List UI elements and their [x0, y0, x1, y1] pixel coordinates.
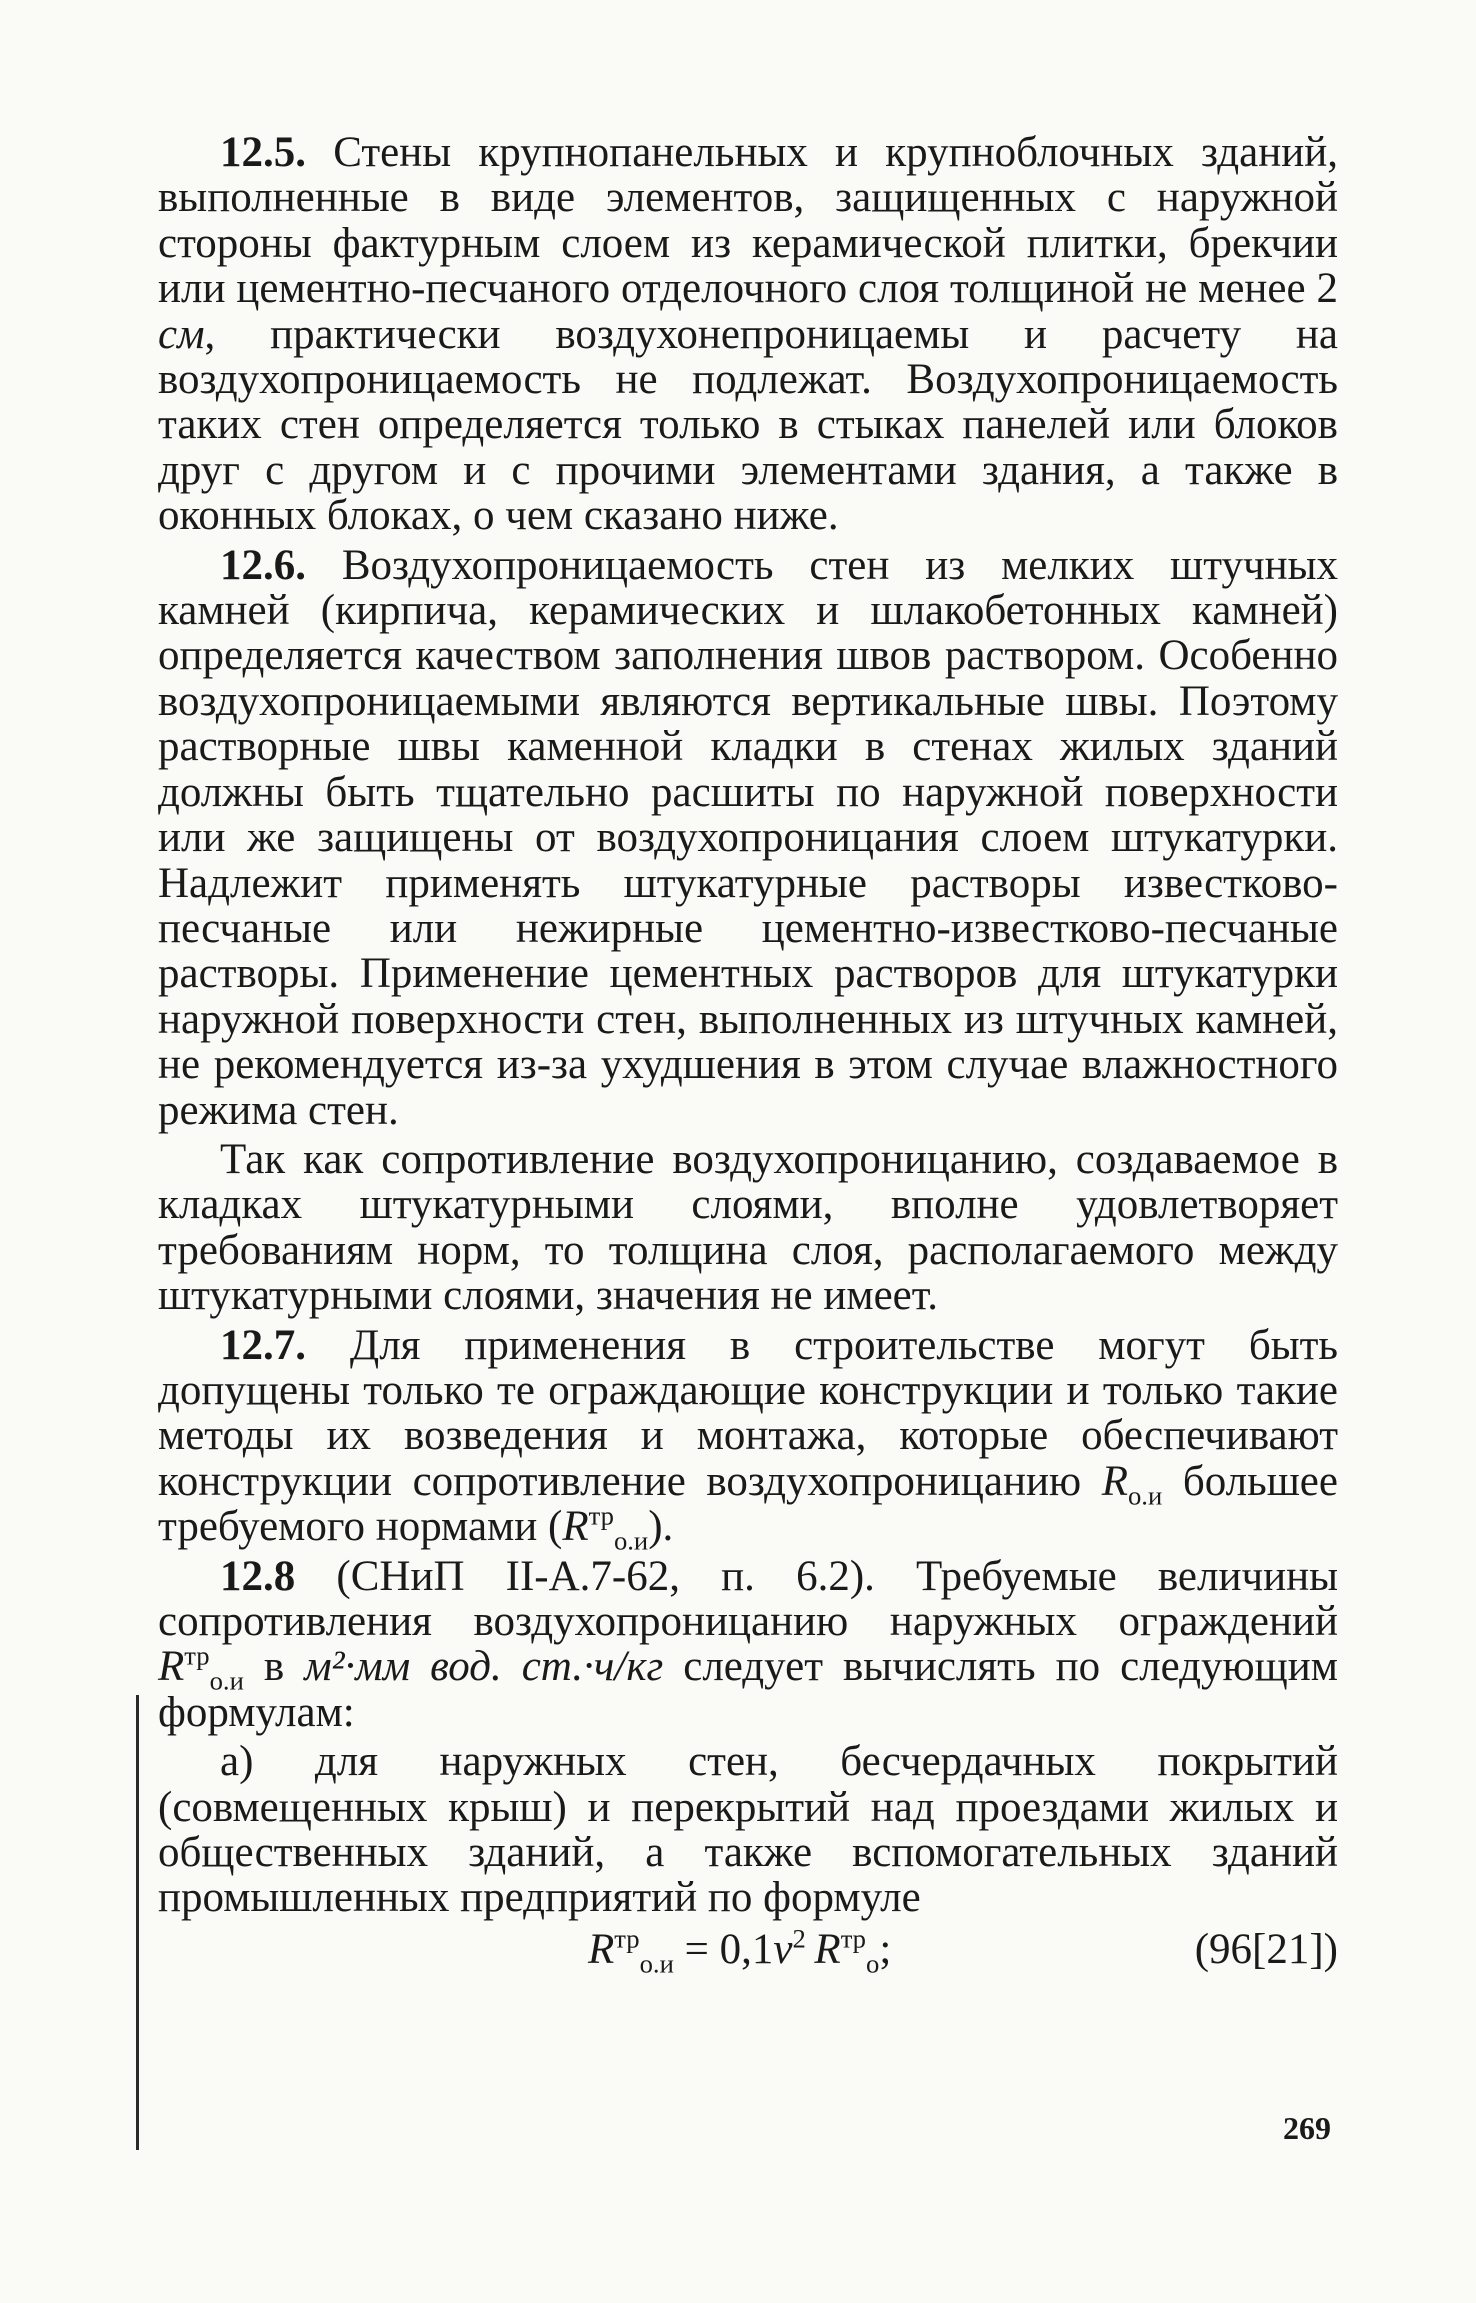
symbol-r: R	[1101, 1457, 1128, 1505]
formula-text: = 0,1	[673, 1925, 774, 1973]
paragraph-text: большее требуемого нормами (	[158, 1457, 1338, 1551]
formula-96	[158, 1923, 1338, 1987]
paragraph-12-8	[158, 1554, 1338, 1736]
symbol-superscript: тр	[614, 1923, 640, 1954]
formula-text: ;	[879, 1925, 892, 1973]
paragraph-12-6	[158, 543, 1338, 1133]
paragraph-text: Воздухопроницаемость стен из мелких штучных камней (кирпича, керамических и шлакобетонных камней) определяется качеством заполнения швов раствором. Особенно воздухопроницаемыми являются вертикальные швы. Поэтому растворные швы каменной кладки в стенах жилых зданий должны быть тщательно расшиты по наружной поверхности или же защищены от воздухопроницания слоем штукатурки. Надлежит применять штукатурные растворы известково-песчаные или нежирные цементно-известково-песчаные растворы. Применение цементных растворов для штукатурки наружной поверхности стен, выполненных из штучных камней, не рекомендуется из-за ухудшения в этом случае влажностного режима стен.	[158, 541, 1338, 1134]
paragraph-text: Для применения в строительстве могут быть допущены только те ограждающие конструкции и только такие методы их возведения и монтажа, которые обеспечивают конструкции сопротивление воздухопроницанию	[158, 1321, 1338, 1505]
symbol-v: v	[773, 1925, 793, 1973]
symbol-subscript: о.и	[639, 1948, 674, 1979]
symbol-subscript: о.и	[1127, 1480, 1163, 1511]
paragraph-text: а) для наружных стен, бесчердачных покрытий (совмещенных крыш) и перекрытий над проездами жилых и общественных зданий, а также вспомогательных зданий промышленных предприятий по формуле	[158, 1738, 1338, 1922]
paragraph-text: Стены крупнопанельных и крупноблочных зданий, выполненные в виде элементов, защищенных с наружной стороны фактурным слоем из керамической плитки, брекчии или цементно-песчаного отделочного слоя толщиной не менее 2	[158, 129, 1338, 313]
symbol-r: R	[562, 1503, 589, 1551]
symbol-subscript: о	[866, 1948, 880, 1979]
paragraph-number: 12.8	[220, 1552, 296, 1600]
paragraph-text: , практически воздухонепроницаемы и расчету на воздухопроницаемость не подлежат. Воздухопроницаемость таких стен определяется только в стыках панелей или блоков друг с другом и с прочими элементами здания, а также в оконных блоках, о чем сказано ниже.	[158, 310, 1338, 540]
page-number: 269	[1283, 2110, 1331, 2146]
paragraph-plaster	[158, 1137, 1338, 1319]
symbol-superscript: тр	[840, 1923, 866, 1954]
paragraph-12-7	[158, 1321, 1338, 1556]
symbol-r: R	[814, 1925, 841, 1973]
symbol-superscript: тр	[184, 1641, 210, 1672]
paragraph-number: 12.5.	[220, 129, 306, 176]
margin-rule	[136, 1695, 139, 2150]
paragraph-12-5	[158, 130, 1338, 539]
paragraph-text: (СНиП II-А.7-62, п. 6.2). Требуемые величины сопротивления воздухопроницанию наружных ограждений	[158, 1552, 1338, 1645]
paragraph-text: ).	[648, 1503, 674, 1551]
paragraph-text: Так как сопротивление воздухопроницанию, создаваемое в кладках штукатурными слоями, вполне удовлетворяет требованиям норм, то толщина слоя, располагаемого между штукатурными слоями, значения не имеет.	[158, 1135, 1338, 1320]
equation-number: (96[21])	[1194, 1925, 1338, 1973]
symbol-r: R	[588, 1925, 615, 1973]
text-block	[158, 130, 1338, 1987]
paragraph-text: следует вычислять по следующим формулам:	[158, 1643, 1338, 1736]
symbol-superscript: 2	[792, 1923, 806, 1954]
paragraph-text: в	[243, 1643, 305, 1691]
formula-expression	[588, 1923, 892, 1979]
paragraph-number: 12.6.	[220, 541, 306, 589]
paragraph-number: 12.7.	[220, 1321, 306, 1369]
symbol-subscript: о.и	[613, 1525, 649, 1556]
paragraph-12-8-a	[158, 1739, 1338, 1921]
symbol-superscript: тр	[588, 1500, 614, 1531]
unit-text: см	[158, 310, 205, 358]
symbol-r: R	[158, 1643, 185, 1691]
unit-text: м²·мм вод. ст.·ч/кг	[304, 1643, 664, 1691]
symbol-subscript: о.и	[209, 1666, 244, 1696]
